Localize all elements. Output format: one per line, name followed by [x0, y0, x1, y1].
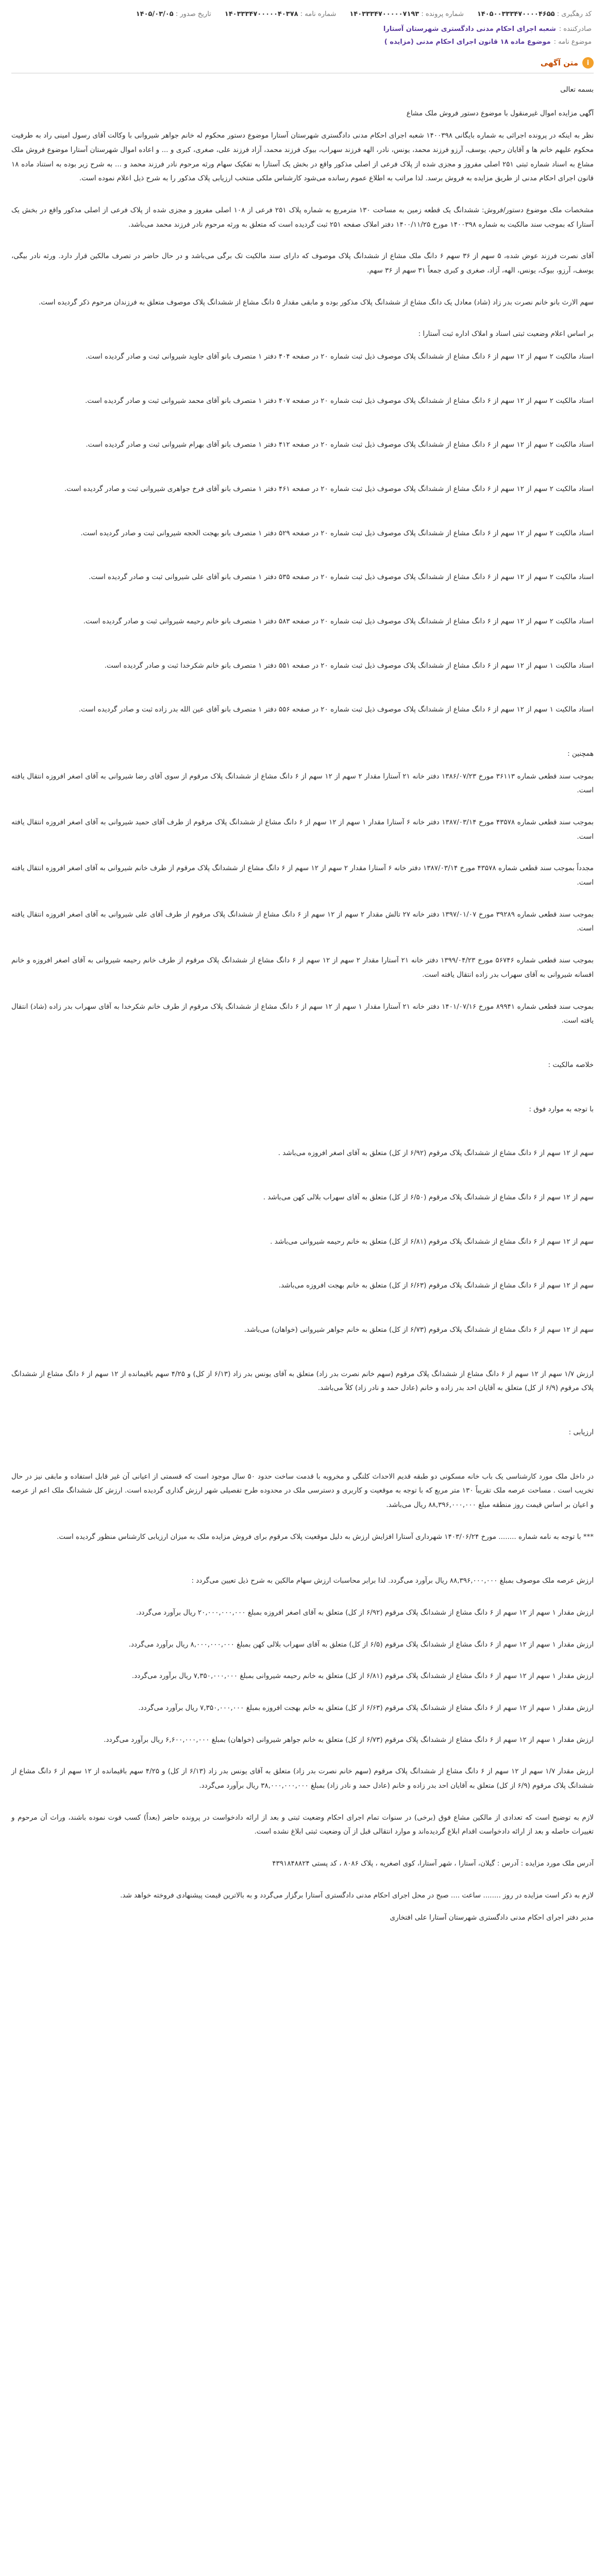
paragraph: خلاصه مالکیت : — [548, 1060, 594, 1069]
paragraph: بموجب سند قطعی شماره ۳۹۲۸۹ مورخ ۱۳۹۷/۰۱/۰۷ دفتر خانه ۲۷ تالش مقدار ۲ سهم از ۱۲ سهم از ۶ دانگ مشاع از ششدانگ پلاک مرقوم از طرف آقای علی شیروانی به آقای اصغر افروزه انتقال یافته است. — [11, 910, 594, 933]
case-number — [349, 10, 463, 18]
paragraph: سهم از ۱۲ سهم از ۶ دانگ مشاع از ششدانگ پلاک مرقوم (۶/۶۳ از کل) متعلق به خانم بهجت افروزه می‌باشد. — [278, 1281, 594, 1290]
letter-number — [225, 10, 337, 18]
section-title: متن آگهی — [540, 58, 578, 67]
paragraph: بموجب سند قطعی شماره ۸۹۹۴۱ مورخ ۱۴۰۱/۰۷/۱۶ دفتر خانه ۲۱ آستارا مقدار ۱ سهم از ۱۲ سهم از ۶ دانگ مشاع از ششدانگ پلاک مرقوم از طرف خانم شکرخدا به آقای سهراب بدر زاده (شاد) انتقال یافته است. — [11, 1002, 594, 1025]
issuer-label: صادرکننده : — [559, 25, 592, 33]
paragraph: بموجب سند قطعی شماره ۴۳۵۷۸ مورخ ۱۳۸۷/۰۳/۱۴ دفتر خانه ۶ آستارا مقدار ۱ سهم از ۱۲ سهم از ۶ دانگ مشاع از ششدانگ پلاک مرقوم از طرف آقای حمید شیروانی به آقای اصغر افروزه انتقال یافته است. — [11, 818, 594, 841]
paragraph: بر اساس اعلام وضعیت ثبتی اسناد و املاک اداره ثبت آستارا : — [418, 330, 594, 338]
paragraph: اسناد مالکیت ۱ سهم از ۱۲ سهم از ۶ دانگ مشاع از ششدانگ پلاک موصوف ذیل ثبت شماره ۲۰ در صفحه ۵۵۶ دفتر ۱ متصرف بانو آقای عین الله بدر زاده ثبت و صادر گردیده است. — [78, 705, 594, 714]
letter-number-value: ۱۴۰۳۳۳۴۷۰۰۰۰۰۴۰۳۷۸ — [224, 10, 298, 18]
paragraph: لازم به توضیح است که تعدادی از مالکین مشاع فوق (برخی) در سنوات تمام اجرای احکام وضعیت ثبتی و بعد از ارائه دادخواست در پرونده حاضر (بعداً) کسب فوت نموده باشند، وراث آن مرحوم و تغییرات حاصله و بعد از ارائه دادخواست اقدام ابلاغ گردیده‌اند و موارد انتقالی قبل از آن وضعیت ثبتی ابلاغ نشده است. — [11, 1813, 594, 1836]
paragraph: مشخصات ملک موضوع دستور/فروش: ششدانگ یک قطعه زمین به مساحت ۱۳۰ مترمربع به شماره پلاک ۲۵۱ فرعی از ۱۰۸ اصلی مفروز و مجزی شده از پلاک فرعی از اصلی مذکور واقع در بخش یک آستارا که بموجب سند مالکیت به شماره ۱۴۰۰۳۹۸ مورخ ۱۴۰۰/۱۱/۲۵ دفتر املاک صفحه ۲۵۱ ثبت گردیده است که متعلق به ورثه مرحوم نادر فرزند محمد می‌باشد. — [11, 206, 594, 229]
info-icon: i — [582, 57, 594, 69]
paragraph: ارزش مقدار ۱ سهم از ۱۲ سهم از ۶ دانگ مشاع از ششدانگ پلاک مرقوم (۶/۹۲ از کل) متعلق به آقای اصغر افروزه بمبلغ ۲۰,۰۰۰,۰۰۰,۰۰۰ ریال برآورد می‌گردد. — [136, 1608, 594, 1617]
subject-label: موضوع نامه : — [553, 38, 592, 46]
letter-number-label: شماره نامه : — [300, 10, 337, 18]
paragraph: آدرس ملک مورد مزایده : آدرس : گیلان، آستارا ، شهر آستارا، کوی اصغریه ، پلاک ۸۰۸۶ ، کد پستی ۴۳۹۱۸۴۸۸۲۴ — [272, 1859, 594, 1868]
issue-date-label: تاریخ صدور : — [175, 10, 211, 18]
subject-value: موضوع ماده ۱۸ قانون اجرای احکام مدنی (مزایده ) — [384, 38, 551, 46]
announcement-section-header — [11, 57, 594, 74]
paragraph: مدیر دفتر اجرای احکام مدنی دادگستری شهرستان آستارا علی افتخاری — [390, 1913, 594, 1922]
tracking-code-value: ۱۴۰۵۰۰۳۳۳۴۷۰۰۰۰۴۶۵۵ — [477, 10, 555, 18]
paragraph: ارزش مقدار ۱ سهم از ۱۲ سهم از ۶ دانگ مشاع از ششدانگ پلاک مرقوم (۶/۸۱ از کل) متعلق به خانم رحیمه شیروانی بمبلغ ۷,۳۵۰,۰۰۰,۰۰۰ ریال برآورد می‌گردد. — [131, 1672, 594, 1681]
paragraph: اسناد مالکیت ۲ سهم از ۱۲ سهم از ۶ دانگ مشاع از ششدانگ پلاک موصوف ذیل ثبت شماره ۲۰ در صفحه ۵۳۵ دفتر ۱ متصرف بانو آقای علی شیروانی ثبت و صادر گردیده است. — [89, 573, 594, 582]
issue-date-value: ۱۴۰۵/۰۳/۰۵ — [136, 10, 174, 18]
paragraph: اسناد مالکیت ۲ سهم از ۱۲ سهم از ۶ دانگ مشاع از ششدانگ پلاک موصوف ذیل ثبت شماره ۲۰ در صفحه ۴۶۱ دفتر ۱ متصرف بانو آقای فرخ جواهری شیروانی ثبت و صادر گردیده است. — [64, 485, 594, 494]
paragraph: اسناد مالکیت ۲ سهم از ۱۲ سهم از ۶ دانگ مشاع از ششدانگ پلاک موصوف ذیل ثبت شماره ۲۰ در صفحه ۵۸۳ دفتر ۱ متصرف بانو خانم رحیمه شیروانی ثبت و صادر گردیده است. — [83, 617, 594, 626]
case-number-value: ۱۴۰۳۳۳۴۷۰۰۰۰۰۷۱۹۳ — [349, 10, 419, 18]
paragraph: سهم از ۱۲ سهم از ۶ دانگ مشاع از ششدانگ پلاک مرقوم (۶/۸۱ از کل) متعلق به خانم رحیمه شیروانی می‌باشد . — [270, 1237, 594, 1246]
paragraph: بموجب سند قطعی شماره ۳۶۱۱۳ مورخ ۱۳۸۶/۰۷/۲۳ دفتر خانه ۲۱ آستارا مقدار ۲ سهم از ۱۲ سهم از ۶ دانگ مشاع از ششدانگ پلاک مرقوم از سوی آقای رضا شیروانی به آقای اصغر افروزه انتقال یافته است. — [11, 772, 594, 795]
paragraph: مجدداً بموجب سند قطعی شماره ۴۳۵۷۸ مورخ ۱۳۸۷/۰۳/۱۴ دفتر خانه ۶ آستارا مقدار ۲ سهم از ۱۲ سهم از ۶ دانگ مشاع از ششدانگ پلاک مرقوم از طرف خانم شیروانی به آقای اصغر افروزه انتقال یافته است. — [11, 864, 594, 887]
paragraph: همچنین : — [567, 750, 594, 758]
paragraph: لازم به ذکر است مزایده در روز ........ ساعت .... صبح در محل اجرای احکام مدنی دادگستری آستارا برگزار می‌گردد و به بالاترین قیمت پیشنهادی فروخته خواهد شد. — [120, 1891, 594, 1900]
paragraph: با توجه به موارد فوق : — [529, 1105, 594, 1113]
paragraph: بموجب سند قطعی شماره ۵۶۷۴۶ مورخ ۱۳۹۹/۰۴/۲۳ دفتر خانه ۲۱ آستارا مقدار ۲ سهم از ۱۲ سهم از ۶ دانگ مشاع از ششدانگ پلاک مرقوم از طرف خانم رحیمه شیروانی به آقای اصغر افروزه و خانم افسانه شیروانی به آقای سهراب بدر زاده انتقال یافته است. — [11, 956, 594, 979]
issuer-value: شعبه اجرای احکام مدنی دادگستری شهرستان آستارا — [383, 25, 556, 33]
issue-date — [136, 10, 211, 18]
paragraph: ارزیابی : — [568, 1428, 594, 1436]
paragraph: ارزش عرصه ملک موصوف بمبلغ ۸۸,۳۹۶,۰۰۰,۰۰۰ ریال برآورد می‌گردد. لذا برابر محاسبات ارزش سهام مالکین به شرح ذیل تعیین می‌گردد : — [191, 1577, 594, 1585]
paragraph: اسناد مالکیت ۲ سهم از ۱۲ سهم از ۶ دانگ مشاع از ششدانگ پلاک موصوف ذیل ثبت شماره ۲۰ در صفحه ۴۰۷ دفتر ۱ متصرف بانو آقای محمد شیروانی ثبت و صادر گردیده است. — [85, 396, 594, 405]
announcement-body — [11, 83, 594, 1925]
paragraph: ارزش مقدار ۱ سهم از ۱۲ سهم از ۶ دانگ مشاع از ششدانگ پلاک مرقوم (۶/۶۳ از کل) متعلق به خانم بهجت افروزه بمبلغ ۷,۳۵۰,۰۰۰,۰۰۰ ریال برآورد می‌گردد. — [138, 1703, 594, 1712]
paragraph: سهم از ۱۲ سهم از ۶ دانگ مشاع از ششدانگ پلاک مرقوم (۶/۹۲ از کل) متعلق به آقای اصغر افروزه می‌باشد . — [278, 1149, 594, 1158]
paragraph: ارزش مقدار ۱/۷ سهم از ۱۲ سهم از ۶ دانگ مشاع از ششدانگ پلاک مرقوم (سهم خانم نصرت بدر زاد) متعلق به آقای یونس بدر زاد (۶/۱۳ از کل) و ۴/۲۵ سهم باقیمانده از ۱۲ سهم از ۶ دانگ مشاع از ششدانگ پلاک مرقوم (۶/۹ از کل) متعلق به آقایان احد بدر زاده و خانم (عادل حمد و نادر زاد) بمبلغ ۳۸,۰۰۰,۰۰۰,۰۰۰ ریال برآورد می‌گردد. — [11, 1767, 594, 1790]
paragraph: نظر به اینکه در پرونده اجرائی به شماره بایگانی ۱۴۰۰۳۹۸ شعبه اجرای احکام مدنی دادگستری شهرستان آستارا موضوع دستور محکوم له خانم جواهر شیروانی با وکالت آقای رسول امینی راد به طرفیت محکوم علیهم خانم ها و آقایان رحیم، یوسف، آرزو فرزند محمد، یونس، نادر، الهه فرزند سهراب، بیوک فرزند محمد، آزاد فرزند علی، صغری، کبری و ... و اعاده اموال شهرستان آستارا موضوع فروش ملک مشاع به اسناد شماره ثبتی ۲۵۱ اصلی مفروز و مجزی شده از پلاک فرعی از اصلی مذکور واقع در بخش یک آستارا به تفکیک سهام ورثه مرحوم نادر فرزند محمد و ... به شرح زیر بوده به استناد ماده ۱۸ قانون اجرای احکام مدنی از طریق مزایده به فروش برسد. لذا مراتب به اطلاع عموم رسانده می‌شود کارشناس ملکی منتخب ارزیابی پلاک مذکور را به شرح ذیل اعلام نموده است. — [11, 131, 594, 183]
paragraph: ارزش ۱/۷ سهم از ۱۲ سهم از ۶ دانگ مشاع از ششدانگ پلاک مرقوم (سهم خانم نصرت بدر زاد) متعلق به آقای یونس بدر زاد (۶/۱۳ از کل) و ۴/۲۵ سهم باقیمانده از ۱۲ سهم از ۶ دانگ مشاع از ششدانگ پلاک مرقوم (۶/۹ از کل) متعلق به آقایان احد بدر زاده و خانم (عادل حمد و نادر زاد) کلاً می‌باشد. — [11, 1369, 594, 1393]
paragraph: سهم از ۱۲ سهم از ۶ دانگ مشاع از ششدانگ پلاک مرقوم (۶/۵۰ از کل) متعلق به آقای سهراب بلالی کهن می‌باشد . — [263, 1193, 594, 1201]
paragraph: ارزش مقدار ۱ سهم از ۱۲ سهم از ۶ دانگ مشاع از ششدانگ پلاک مرقوم (۶/۷۳ از کل) متعلق به خانم جواهر شیروانی (خواهان) بمبلغ ۶,۶۰۰,۰۰۰,۰۰۰ ریال برآورد می‌گردد. — [104, 1735, 594, 1744]
paragraph: آگهی مزایده اموال غیرمنقول با موضوع دستور فروش ملک مشاع — [406, 109, 594, 117]
paragraph: سهم از ۱۲ سهم از ۶ دانگ مشاع از ششدانگ پلاک مرقوم (۶/۷۳ از کل) متعلق به خانم جواهر شیروانی (خواهان) می‌باشد. — [244, 1325, 594, 1334]
paragraph: اسناد مالکیت ۱ سهم از ۱۲ سهم از ۶ دانگ مشاع از ششدانگ پلاک موصوف ذیل ثبت شماره ۲۰ در صفحه ۵۵۱ دفتر ۱ متصرف بانو خانم شکرخدا ثبت و صادر گردیده است. — [104, 661, 594, 670]
paragraph: بسمه تعالی — [560, 86, 594, 94]
paragraph: اسناد مالکیت ۲ سهم از ۱۲ سهم از ۶ دانگ مشاع از ششدانگ پلاک موصوف ذیل ثبت شماره ۲۰ در صفحه ۴۱۲ دفتر ۱ متصرف بانو آقای بهرام شیروانی ثبت و صادر گردیده است. — [86, 440, 594, 449]
paragraph: ارزش مقدار ۱ سهم از ۱۲ سهم از ۶ دانگ مشاع از ششدانگ پلاک مرقوم (۶/۵ از کل) متعلق به آقای سهراب بلالی کهن بمبلغ ۸,۰۰۰,۰۰۰,۰۰۰ ریال برآورد می‌گردد. — [128, 1640, 594, 1649]
case-number-label: شماره پرونده : — [421, 10, 464, 18]
issuer-line — [11, 23, 594, 36]
tracking-code-label: کد رهگیری : — [557, 10, 592, 18]
paragraph: سهم الارث بانو خانم نصرت بدر زاد (شاد) معادل یک دانگ مشاع از ششدانگ پلاک مذکور بوده و مابقی مقدار ۵ دانگ مشاع از ششدانگ پلاک موصوف متعلق به فرزندان مرحوم ذکر گردیده است. — [38, 298, 594, 307]
paragraph: در داخل ملک مورد کارشناسی یک باب خانه مسکونی دو طبقه قدیم الاحداث کلنگی و مخروبه با قدمت ساخت حدود ۵۰ سال موجود است که قسمتی از اعیانی آن غیر قابل استفاده و مابقی نیز در حال تخریب است . مساحت عرصه ملک تقریباً ۱۳۰ متر مربع که با توجه به موقعیت و کاربری و دسترسی ملک در محدوده طرح تفصیلی شهر ارزش گذاری گردیده است. ارزش کل ششدانگ ملک اعم از عرصه و اعیان بر اساس قیمت روز منطقه مبلغ ۸۸,۳۹۶,۰۰۰,۰۰۰ ریال می‌باشد. — [11, 1472, 594, 1509]
document-info-bar — [11, 7, 594, 23]
paragraph: اسناد مالکیت ۲ سهم از ۱۲ سهم از ۶ دانگ مشاع از ششدانگ پلاک موصوف ذیل ثبت شماره ۲۰ در صفحه ۵۲۹ دفتر ۱ متصرف بانو بهجت الحجه شیروانی ثبت و صادر گردیده است. — [80, 529, 594, 537]
paragraph: *** با توجه به نامه شماره ........ مورخ ۱۴۰۳/۰۶/۲۴ شهرداری آستارا افزایش ارزش به دلیل موقعیت پلاک مرقوم برای فروش مزایده ملک به میزان ارزیابی کارشناس منظور گردیده است. — [57, 1532, 594, 1541]
tracking-code — [477, 10, 592, 18]
subject-line — [11, 36, 594, 49]
paragraph: اسناد مالکیت ۲ سهم از ۱۲ سهم از ۶ دانگ مشاع از ششدانگ پلاک موصوف ذیل ثبت شماره ۲۰ در صفحه ۴۰۴ دفتر ۱ متصرف بانو آقای جاوید شیروانی ثبت و صادر گردیده است. — [86, 352, 594, 361]
paragraph: آقای نصرت فرزند عوض شده، ۵ سهم از ۳۶ سهم ۶ دانگ ملک مشاع از ششدانگ پلاک موصوف که دارای سند مالکیت تک برگی می‌باشد و در حال حاضر در تصرف مالکین قرار دارد. ورثه نادر بیگی، یوسف، آرزو، بیوک، یونس، الهه، آزاد، صغری و کبری جمعاً ۳۱ سهم از ۳۶ سهم. — [11, 252, 594, 275]
